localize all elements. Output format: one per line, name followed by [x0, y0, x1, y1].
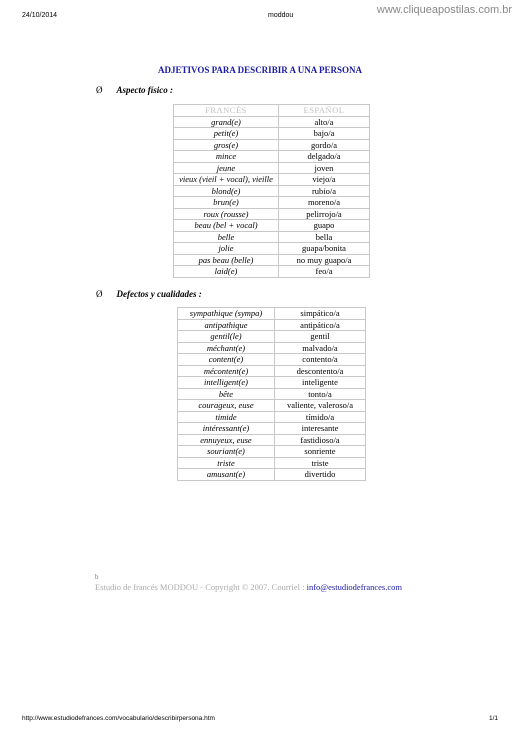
french-term: pas beau (belle)	[174, 254, 279, 266]
table-row	[174, 151, 370, 163]
table-row	[178, 446, 366, 458]
spanish-term: inteligente	[275, 377, 366, 389]
french-term: mince	[174, 151, 279, 163]
table-row	[174, 128, 370, 140]
spanish-term: pelirrojo/a	[279, 208, 370, 220]
bullet-icon: Ø	[96, 85, 103, 95]
spanish-term: moreno/a	[279, 197, 370, 209]
table-row	[174, 231, 370, 243]
table-header-row	[174, 105, 370, 117]
table-row	[178, 308, 366, 320]
spanish-term: gordo/a	[279, 139, 370, 151]
bullet-icon: Ø	[96, 289, 103, 299]
spanish-term: joven	[279, 162, 370, 174]
french-term: blond(e)	[174, 185, 279, 197]
french-term: intéressant(e)	[178, 423, 275, 435]
french-term: brun(e)	[174, 197, 279, 209]
section-aspecto-fisico	[96, 85, 173, 95]
table-row	[178, 411, 366, 423]
table-row	[178, 469, 366, 481]
spanish-term: malvado/a	[275, 342, 366, 354]
french-term: sympathique (sympa)	[178, 308, 275, 320]
spanish-term: interesante	[275, 423, 366, 435]
column-header-espanol: ESPAÑOL	[279, 105, 370, 117]
spanish-term: tímido/a	[275, 411, 366, 423]
spanish-term: divertido	[275, 469, 366, 481]
spanish-term: alto/a	[279, 116, 370, 128]
spanish-term: gentil	[275, 331, 366, 343]
french-term: triste	[178, 457, 275, 469]
french-term: beau (bel + vocal)	[174, 220, 279, 232]
print-date: 24/10/2014	[22, 12, 58, 19]
section-title: Aspecto físico :	[116, 85, 173, 95]
french-term: souriant(e)	[178, 446, 275, 458]
spanish-term: bella	[279, 231, 370, 243]
french-term: jeune	[174, 162, 279, 174]
spanish-term: rubio/a	[279, 185, 370, 197]
spanish-term: viejo/a	[279, 174, 370, 186]
spanish-term: triste	[275, 457, 366, 469]
table-row	[174, 116, 370, 128]
table-row	[174, 208, 370, 220]
table-body	[174, 116, 370, 277]
table-row	[174, 139, 370, 151]
spanish-term: feo/a	[279, 266, 370, 278]
table-row	[178, 400, 366, 412]
table-row	[174, 254, 370, 266]
spanish-term: tonto/a	[275, 388, 366, 400]
copyright-text: Estudio de francés MODDOU - Copyright © 2007. Courriel :	[95, 582, 307, 592]
french-term: amusant(e)	[178, 469, 275, 481]
table-row	[178, 388, 366, 400]
french-term: bête	[178, 388, 275, 400]
table-row	[174, 266, 370, 278]
french-term: roux (rousse)	[174, 208, 279, 220]
spanish-term: simpático/a	[275, 308, 366, 320]
french-term: ennuyeux, euse	[178, 434, 275, 446]
french-term: antipathique	[178, 319, 275, 331]
table-body	[178, 308, 366, 481]
email-link[interactable]: info@estudiodefrances.com	[306, 582, 403, 592]
table-row	[174, 174, 370, 186]
table-row	[178, 457, 366, 469]
watermark: www.cliqueapostilas.com.br	[376, 4, 512, 16]
section-title: Defectos y cualidades :	[116, 289, 202, 299]
french-term: méchant(e)	[178, 342, 275, 354]
vocab-table-aspecto	[173, 104, 370, 278]
french-term: petit(e)	[174, 128, 279, 140]
french-term: grand(e)	[174, 116, 279, 128]
spanish-term: antipático/a	[275, 319, 366, 331]
table-row	[178, 342, 366, 354]
french-term: intelligent(e)	[178, 377, 275, 389]
spanish-term: descontento/a	[275, 365, 366, 377]
table-row	[178, 331, 366, 343]
table-row	[174, 197, 370, 209]
french-term: gentil(le)	[178, 331, 275, 343]
spanish-term: valiente, valeroso/a	[275, 400, 366, 412]
spanish-term: guapo	[279, 220, 370, 232]
table-row	[178, 423, 366, 435]
spanish-term: contento/a	[275, 354, 366, 366]
spanish-term: no muy guapo/a	[279, 254, 370, 266]
table-row	[174, 162, 370, 174]
footer-url: http://www.estudiodefrances.com/vocabulario/describirpersona.htm	[22, 715, 215, 722]
french-term: gros(e)	[174, 139, 279, 151]
spanish-term: fastidioso/a	[275, 434, 366, 446]
table-row	[178, 365, 366, 377]
french-term: courageux, euse	[178, 400, 275, 412]
french-term: content(e)	[178, 354, 275, 366]
spanish-term: bajo/a	[279, 128, 370, 140]
vocab-table-defectos	[177, 307, 366, 481]
footer-page-number: 1/1	[488, 715, 498, 722]
table-row	[178, 434, 366, 446]
table-row	[174, 220, 370, 232]
copyright-line	[95, 582, 402, 592]
french-term: timide	[178, 411, 275, 423]
note-marker: b	[95, 573, 99, 581]
french-term: laid(e)	[174, 266, 279, 278]
spanish-term: delgado/a	[279, 151, 370, 163]
table-row	[178, 354, 366, 366]
section-defectos-cualidades	[96, 289, 202, 299]
french-term: mécontent(e)	[178, 365, 275, 377]
french-term: belle	[174, 231, 279, 243]
column-header-frances: FRANCÉS	[174, 105, 279, 117]
spanish-term: sonriente	[275, 446, 366, 458]
french-term: jolie	[174, 243, 279, 255]
table-row	[178, 319, 366, 331]
table-row	[174, 243, 370, 255]
spanish-term: guapa/bonita	[279, 243, 370, 255]
table-row	[178, 377, 366, 389]
print-page-title: moddou	[268, 12, 294, 19]
french-term: vieux (vieil + vocal), vieille	[174, 174, 279, 186]
page-heading: ADJETIVOS PARA DESCRIBIR A UNA PERSONA	[158, 65, 362, 75]
table-row	[174, 185, 370, 197]
